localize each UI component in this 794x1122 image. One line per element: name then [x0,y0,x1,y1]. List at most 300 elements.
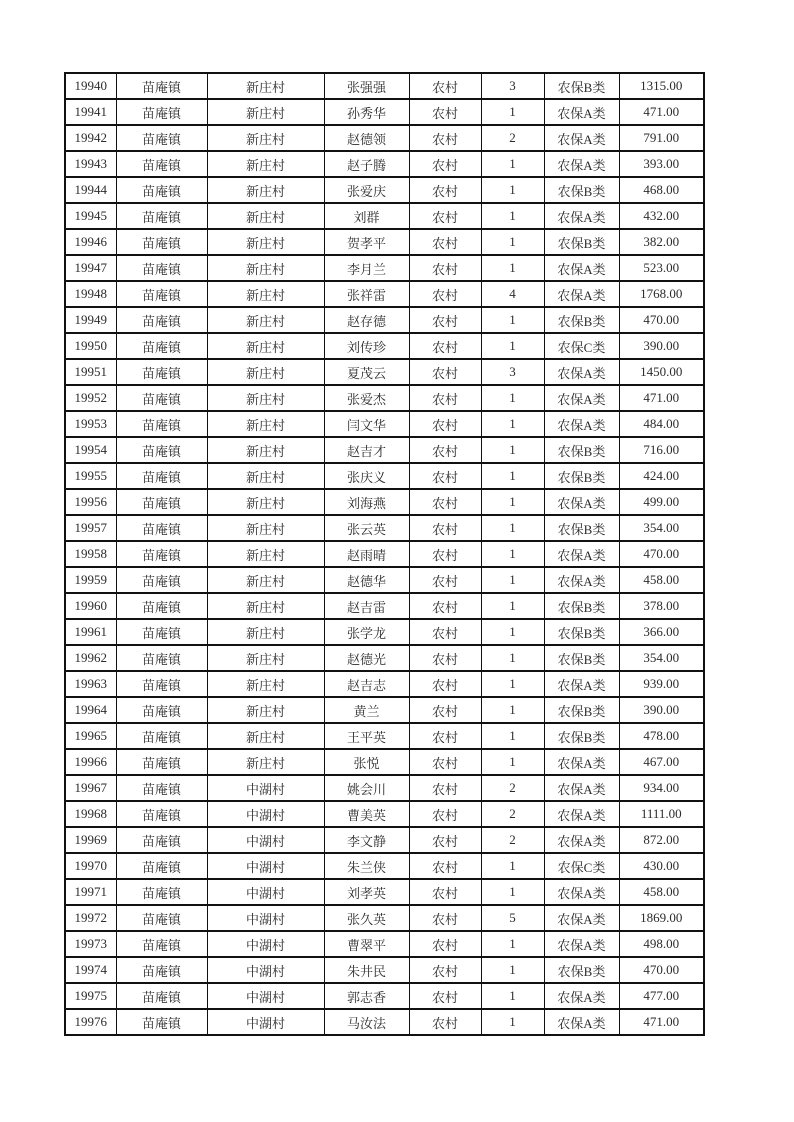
cell-insurance-category: 农保A类 [544,255,619,281]
cell-person-name: 刘传珍 [324,333,409,359]
cell-record-id: 19940 [65,73,116,99]
cell-insurance-category: 农保B类 [544,73,619,99]
cell-person-name: 刘群 [324,203,409,229]
cell-town: 苗庵镇 [116,749,207,775]
cell-person-name: 张庆义 [324,463,409,489]
cell-record-id: 19958 [65,541,116,567]
cell-household-type: 农村 [409,827,481,853]
cell-record-id: 19955 [65,463,116,489]
cell-town: 苗庵镇 [116,359,207,385]
cell-amount: 458.00 [619,879,704,905]
table-row [65,489,704,515]
cell-amount: 939.00 [619,671,704,697]
cell-village: 新庄村 [207,749,324,775]
table-row [65,437,704,463]
cell-village: 新庄村 [207,463,324,489]
cell-record-id: 19970 [65,853,116,879]
cell-amount: 478.00 [619,723,704,749]
cell-record-id: 19962 [65,645,116,671]
cell-town: 苗庵镇 [116,853,207,879]
table-row [65,905,704,931]
cell-household-type: 农村 [409,879,481,905]
cell-person-name: 马汝法 [324,1009,409,1035]
cell-household-type: 农村 [409,151,481,177]
cell-village: 新庄村 [207,177,324,203]
cell-person-count: 1 [481,411,544,437]
cell-household-type: 农村 [409,983,481,1009]
cell-household-type: 农村 [409,593,481,619]
cell-person-name: 夏茂云 [324,359,409,385]
table-body [65,73,704,1035]
cell-person-name: 张学龙 [324,619,409,645]
cell-person-count: 1 [481,983,544,1009]
cell-amount: 432.00 [619,203,704,229]
cell-household-type: 农村 [409,489,481,515]
table-row [65,177,704,203]
cell-village: 新庄村 [207,385,324,411]
cell-town: 苗庵镇 [116,983,207,1009]
cell-village: 中湖村 [207,879,324,905]
cell-person-name: 闫文华 [324,411,409,437]
cell-town: 苗庵镇 [116,463,207,489]
cell-village: 新庄村 [207,723,324,749]
cell-record-id: 19947 [65,255,116,281]
table-row [65,385,704,411]
cell-amount: 470.00 [619,541,704,567]
cell-village: 新庄村 [207,151,324,177]
table-row [65,307,704,333]
cell-insurance-category: 农保B类 [544,697,619,723]
cell-town: 苗庵镇 [116,73,207,99]
cell-record-id: 19942 [65,125,116,151]
cell-record-id: 19948 [65,281,116,307]
cell-amount: 1768.00 [619,281,704,307]
cell-amount: 468.00 [619,177,704,203]
cell-record-id: 19961 [65,619,116,645]
cell-household-type: 农村 [409,437,481,463]
cell-town: 苗庵镇 [116,281,207,307]
cell-village: 新庄村 [207,99,324,125]
cell-person-count: 5 [481,905,544,931]
cell-household-type: 农村 [409,619,481,645]
cell-person-count: 1 [481,99,544,125]
cell-town: 苗庵镇 [116,567,207,593]
table-row [65,333,704,359]
cell-person-name: 曹翠平 [324,931,409,957]
cell-person-name: 姚会川 [324,775,409,801]
cell-village: 新庄村 [207,255,324,281]
cell-record-id: 19943 [65,151,116,177]
cell-household-type: 农村 [409,333,481,359]
cell-person-name: 贺孝平 [324,229,409,255]
cell-person-count: 1 [481,489,544,515]
cell-village: 新庄村 [207,567,324,593]
cell-person-count: 1 [481,619,544,645]
cell-person-name: 赵雨晴 [324,541,409,567]
table-row [65,671,704,697]
cell-record-id: 19946 [65,229,116,255]
cell-household-type: 农村 [409,1009,481,1035]
cell-village: 新庄村 [207,411,324,437]
table-row [65,99,704,125]
cell-insurance-category: 农保A类 [544,203,619,229]
cell-person-count: 1 [481,645,544,671]
cell-person-name: 张爱庆 [324,177,409,203]
cell-village: 新庄村 [207,281,324,307]
cell-village: 新庄村 [207,307,324,333]
cell-village: 中湖村 [207,801,324,827]
cell-record-id: 19954 [65,437,116,463]
cell-household-type: 农村 [409,99,481,125]
cell-person-count: 1 [481,255,544,281]
cell-person-count: 1 [481,385,544,411]
cell-person-name: 赵吉才 [324,437,409,463]
cell-village: 新庄村 [207,229,324,255]
cell-person-name: 张云英 [324,515,409,541]
cell-village: 中湖村 [207,827,324,853]
cell-person-name: 李月兰 [324,255,409,281]
cell-town: 苗庵镇 [116,307,207,333]
table-row [65,879,704,905]
cell-household-type: 农村 [409,853,481,879]
cell-amount: 934.00 [619,775,704,801]
cell-amount: 471.00 [619,1009,704,1035]
cell-person-name: 张爱杰 [324,385,409,411]
cell-person-name: 曹美英 [324,801,409,827]
cell-town: 苗庵镇 [116,645,207,671]
cell-household-type: 农村 [409,125,481,151]
cell-person-count: 1 [481,541,544,567]
table-row [65,775,704,801]
cell-person-count: 1 [481,853,544,879]
cell-insurance-category: 农保A类 [544,281,619,307]
cell-household-type: 农村 [409,931,481,957]
cell-town: 苗庵镇 [116,1009,207,1035]
cell-insurance-category: 农保B类 [544,957,619,983]
cell-household-type: 农村 [409,385,481,411]
cell-record-id: 19960 [65,593,116,619]
cell-town: 苗庵镇 [116,801,207,827]
cell-record-id: 19971 [65,879,116,905]
cell-village: 新庄村 [207,437,324,463]
cell-record-id: 19957 [65,515,116,541]
cell-village: 新庄村 [207,645,324,671]
cell-amount: 354.00 [619,645,704,671]
cell-record-id: 19974 [65,957,116,983]
cell-insurance-category: 农保B类 [544,593,619,619]
cell-village: 中湖村 [207,775,324,801]
cell-town: 苗庵镇 [116,515,207,541]
cell-village: 中湖村 [207,931,324,957]
cell-person-name: 朱兰侠 [324,853,409,879]
cell-amount: 390.00 [619,333,704,359]
cell-person-count: 1 [481,593,544,619]
cell-amount: 716.00 [619,437,704,463]
cell-insurance-category: 农保A类 [544,567,619,593]
cell-household-type: 农村 [409,645,481,671]
cell-amount: 393.00 [619,151,704,177]
cell-village: 新庄村 [207,489,324,515]
cell-household-type: 农村 [409,463,481,489]
cell-insurance-category: 农保A类 [544,359,619,385]
cell-person-count: 1 [481,697,544,723]
cell-amount: 484.00 [619,411,704,437]
cell-household-type: 农村 [409,411,481,437]
cell-town: 苗庵镇 [116,957,207,983]
cell-amount: 382.00 [619,229,704,255]
table-row [65,515,704,541]
cell-amount: 471.00 [619,385,704,411]
cell-record-id: 19950 [65,333,116,359]
table-row [65,1009,704,1035]
cell-record-id: 19965 [65,723,116,749]
cell-town: 苗庵镇 [116,437,207,463]
cell-town: 苗庵镇 [116,229,207,255]
cell-town: 苗庵镇 [116,697,207,723]
cell-record-id: 19973 [65,931,116,957]
cell-insurance-category: 农保A类 [544,411,619,437]
cell-person-count: 1 [481,671,544,697]
cell-person-count: 2 [481,775,544,801]
cell-amount: 366.00 [619,619,704,645]
cell-town: 苗庵镇 [116,177,207,203]
cell-village: 中湖村 [207,905,324,931]
cell-record-id: 19956 [65,489,116,515]
cell-village: 中湖村 [207,1009,324,1035]
cell-person-count: 1 [481,957,544,983]
cell-town: 苗庵镇 [116,593,207,619]
cell-household-type: 农村 [409,73,481,99]
cell-person-count: 1 [481,723,544,749]
cell-person-count: 1 [481,1009,544,1035]
cell-record-id: 19966 [65,749,116,775]
cell-village: 新庄村 [207,125,324,151]
cell-record-id: 19963 [65,671,116,697]
cell-person-count: 1 [481,203,544,229]
table-row [65,281,704,307]
table-row [65,229,704,255]
cell-person-count: 1 [481,307,544,333]
cell-insurance-category: 农保A类 [544,827,619,853]
cell-person-name: 张祥雷 [324,281,409,307]
cell-record-id: 19953 [65,411,116,437]
cell-town: 苗庵镇 [116,541,207,567]
table-row [65,645,704,671]
cell-person-name: 刘孝英 [324,879,409,905]
cell-amount: 498.00 [619,931,704,957]
cell-town: 苗庵镇 [116,723,207,749]
cell-household-type: 农村 [409,203,481,229]
cell-household-type: 农村 [409,567,481,593]
cell-amount: 872.00 [619,827,704,853]
cell-person-name: 张悦 [324,749,409,775]
cell-household-type: 农村 [409,177,481,203]
cell-person-count: 1 [481,931,544,957]
table-row [65,957,704,983]
cell-insurance-category: 农保B类 [544,437,619,463]
cell-household-type: 农村 [409,775,481,801]
cell-amount: 467.00 [619,749,704,775]
cell-town: 苗庵镇 [116,99,207,125]
table-row [65,619,704,645]
cell-insurance-category: 农保A类 [544,671,619,697]
cell-record-id: 19969 [65,827,116,853]
cell-insurance-category: 农保A类 [544,749,619,775]
cell-record-id: 19959 [65,567,116,593]
cell-insurance-category: 农保C类 [544,853,619,879]
table-row [65,827,704,853]
cell-amount: 424.00 [619,463,704,489]
cell-person-name: 朱井民 [324,957,409,983]
cell-record-id: 19952 [65,385,116,411]
cell-record-id: 19967 [65,775,116,801]
cell-village: 新庄村 [207,619,324,645]
table-row [65,801,704,827]
cell-insurance-category: 农保A类 [544,905,619,931]
cell-person-name: 赵德领 [324,125,409,151]
cell-person-count: 2 [481,801,544,827]
cell-insurance-category: 农保A类 [544,385,619,411]
cell-person-name: 赵德光 [324,645,409,671]
cell-person-count: 1 [481,229,544,255]
cell-record-id: 19951 [65,359,116,385]
cell-village: 新庄村 [207,515,324,541]
cell-town: 苗庵镇 [116,333,207,359]
cell-person-count: 3 [481,73,544,99]
cell-person-name: 郭志香 [324,983,409,1009]
cell-household-type: 农村 [409,515,481,541]
cell-town: 苗庵镇 [116,411,207,437]
cell-household-type: 农村 [409,697,481,723]
cell-person-count: 2 [481,125,544,151]
cell-amount: 1450.00 [619,359,704,385]
cell-village: 新庄村 [207,541,324,567]
cell-town: 苗庵镇 [116,385,207,411]
cell-household-type: 农村 [409,255,481,281]
table-row [65,567,704,593]
cell-amount: 1315.00 [619,73,704,99]
cell-amount: 378.00 [619,593,704,619]
cell-town: 苗庵镇 [116,619,207,645]
cell-village: 新庄村 [207,671,324,697]
cell-village: 新庄村 [207,73,324,99]
table-row [65,125,704,151]
cell-household-type: 农村 [409,359,481,385]
cell-town: 苗庵镇 [116,671,207,697]
cell-village: 新庄村 [207,697,324,723]
cell-insurance-category: 农保B类 [544,619,619,645]
table-row [65,463,704,489]
cell-amount: 354.00 [619,515,704,541]
cell-person-count: 4 [481,281,544,307]
cell-insurance-category: 农保A类 [544,879,619,905]
table-row [65,359,704,385]
cell-insurance-category: 农保A类 [544,151,619,177]
cell-insurance-category: 农保B类 [544,229,619,255]
cell-record-id: 19944 [65,177,116,203]
cell-insurance-category: 农保B类 [544,307,619,333]
cell-town: 苗庵镇 [116,203,207,229]
cell-town: 苗庵镇 [116,151,207,177]
cell-amount: 523.00 [619,255,704,281]
cell-town: 苗庵镇 [116,489,207,515]
cell-person-name: 李文静 [324,827,409,853]
table-row [65,541,704,567]
cell-household-type: 农村 [409,905,481,931]
cell-person-name: 张久英 [324,905,409,931]
cell-person-count: 2 [481,827,544,853]
cell-town: 苗庵镇 [116,775,207,801]
cell-insurance-category: 农保A类 [544,489,619,515]
cell-person-name: 赵德华 [324,567,409,593]
cell-household-type: 农村 [409,671,481,697]
cell-insurance-category: 农保A类 [544,125,619,151]
cell-person-name: 孙秀华 [324,99,409,125]
cell-person-name: 赵子腾 [324,151,409,177]
cell-village: 中湖村 [207,983,324,1009]
cell-amount: 1111.00 [619,801,704,827]
cell-insurance-category: 农保A类 [544,801,619,827]
table-sheet [64,72,705,1036]
cell-amount: 470.00 [619,957,704,983]
cell-person-name: 张强强 [324,73,409,99]
cell-person-name: 赵吉志 [324,671,409,697]
cell-person-name: 赵存德 [324,307,409,333]
table-row [65,723,704,749]
table-row [65,411,704,437]
cell-village: 新庄村 [207,203,324,229]
cell-village: 中湖村 [207,853,324,879]
cell-person-name: 黄兰 [324,697,409,723]
cell-insurance-category: 农保A类 [544,775,619,801]
subsidy-table [64,72,705,1036]
cell-amount: 390.00 [619,697,704,723]
cell-insurance-category: 农保A类 [544,983,619,1009]
cell-person-count: 1 [481,749,544,775]
cell-amount: 477.00 [619,983,704,1009]
cell-household-type: 农村 [409,957,481,983]
cell-person-count: 1 [481,463,544,489]
cell-town: 苗庵镇 [116,879,207,905]
cell-insurance-category: 农保A类 [544,99,619,125]
cell-person-count: 1 [481,879,544,905]
cell-person-name: 刘海燕 [324,489,409,515]
cell-person-count: 1 [481,151,544,177]
cell-town: 苗庵镇 [116,931,207,957]
cell-person-name: 王平英 [324,723,409,749]
table-row [65,203,704,229]
cell-amount: 1869.00 [619,905,704,931]
table-row [65,931,704,957]
cell-record-id: 19964 [65,697,116,723]
table-row [65,697,704,723]
cell-town: 苗庵镇 [116,905,207,931]
cell-household-type: 农村 [409,307,481,333]
cell-household-type: 农村 [409,541,481,567]
cell-record-id: 19945 [65,203,116,229]
cell-person-count: 3 [481,359,544,385]
cell-record-id: 19949 [65,307,116,333]
cell-amount: 430.00 [619,853,704,879]
cell-household-type: 农村 [409,723,481,749]
cell-insurance-category: 农保B类 [544,463,619,489]
cell-insurance-category: 农保A类 [544,1009,619,1035]
table-row [65,853,704,879]
cell-household-type: 农村 [409,749,481,775]
cell-insurance-category: 农保A类 [544,931,619,957]
cell-amount: 499.00 [619,489,704,515]
cell-household-type: 农村 [409,229,481,255]
